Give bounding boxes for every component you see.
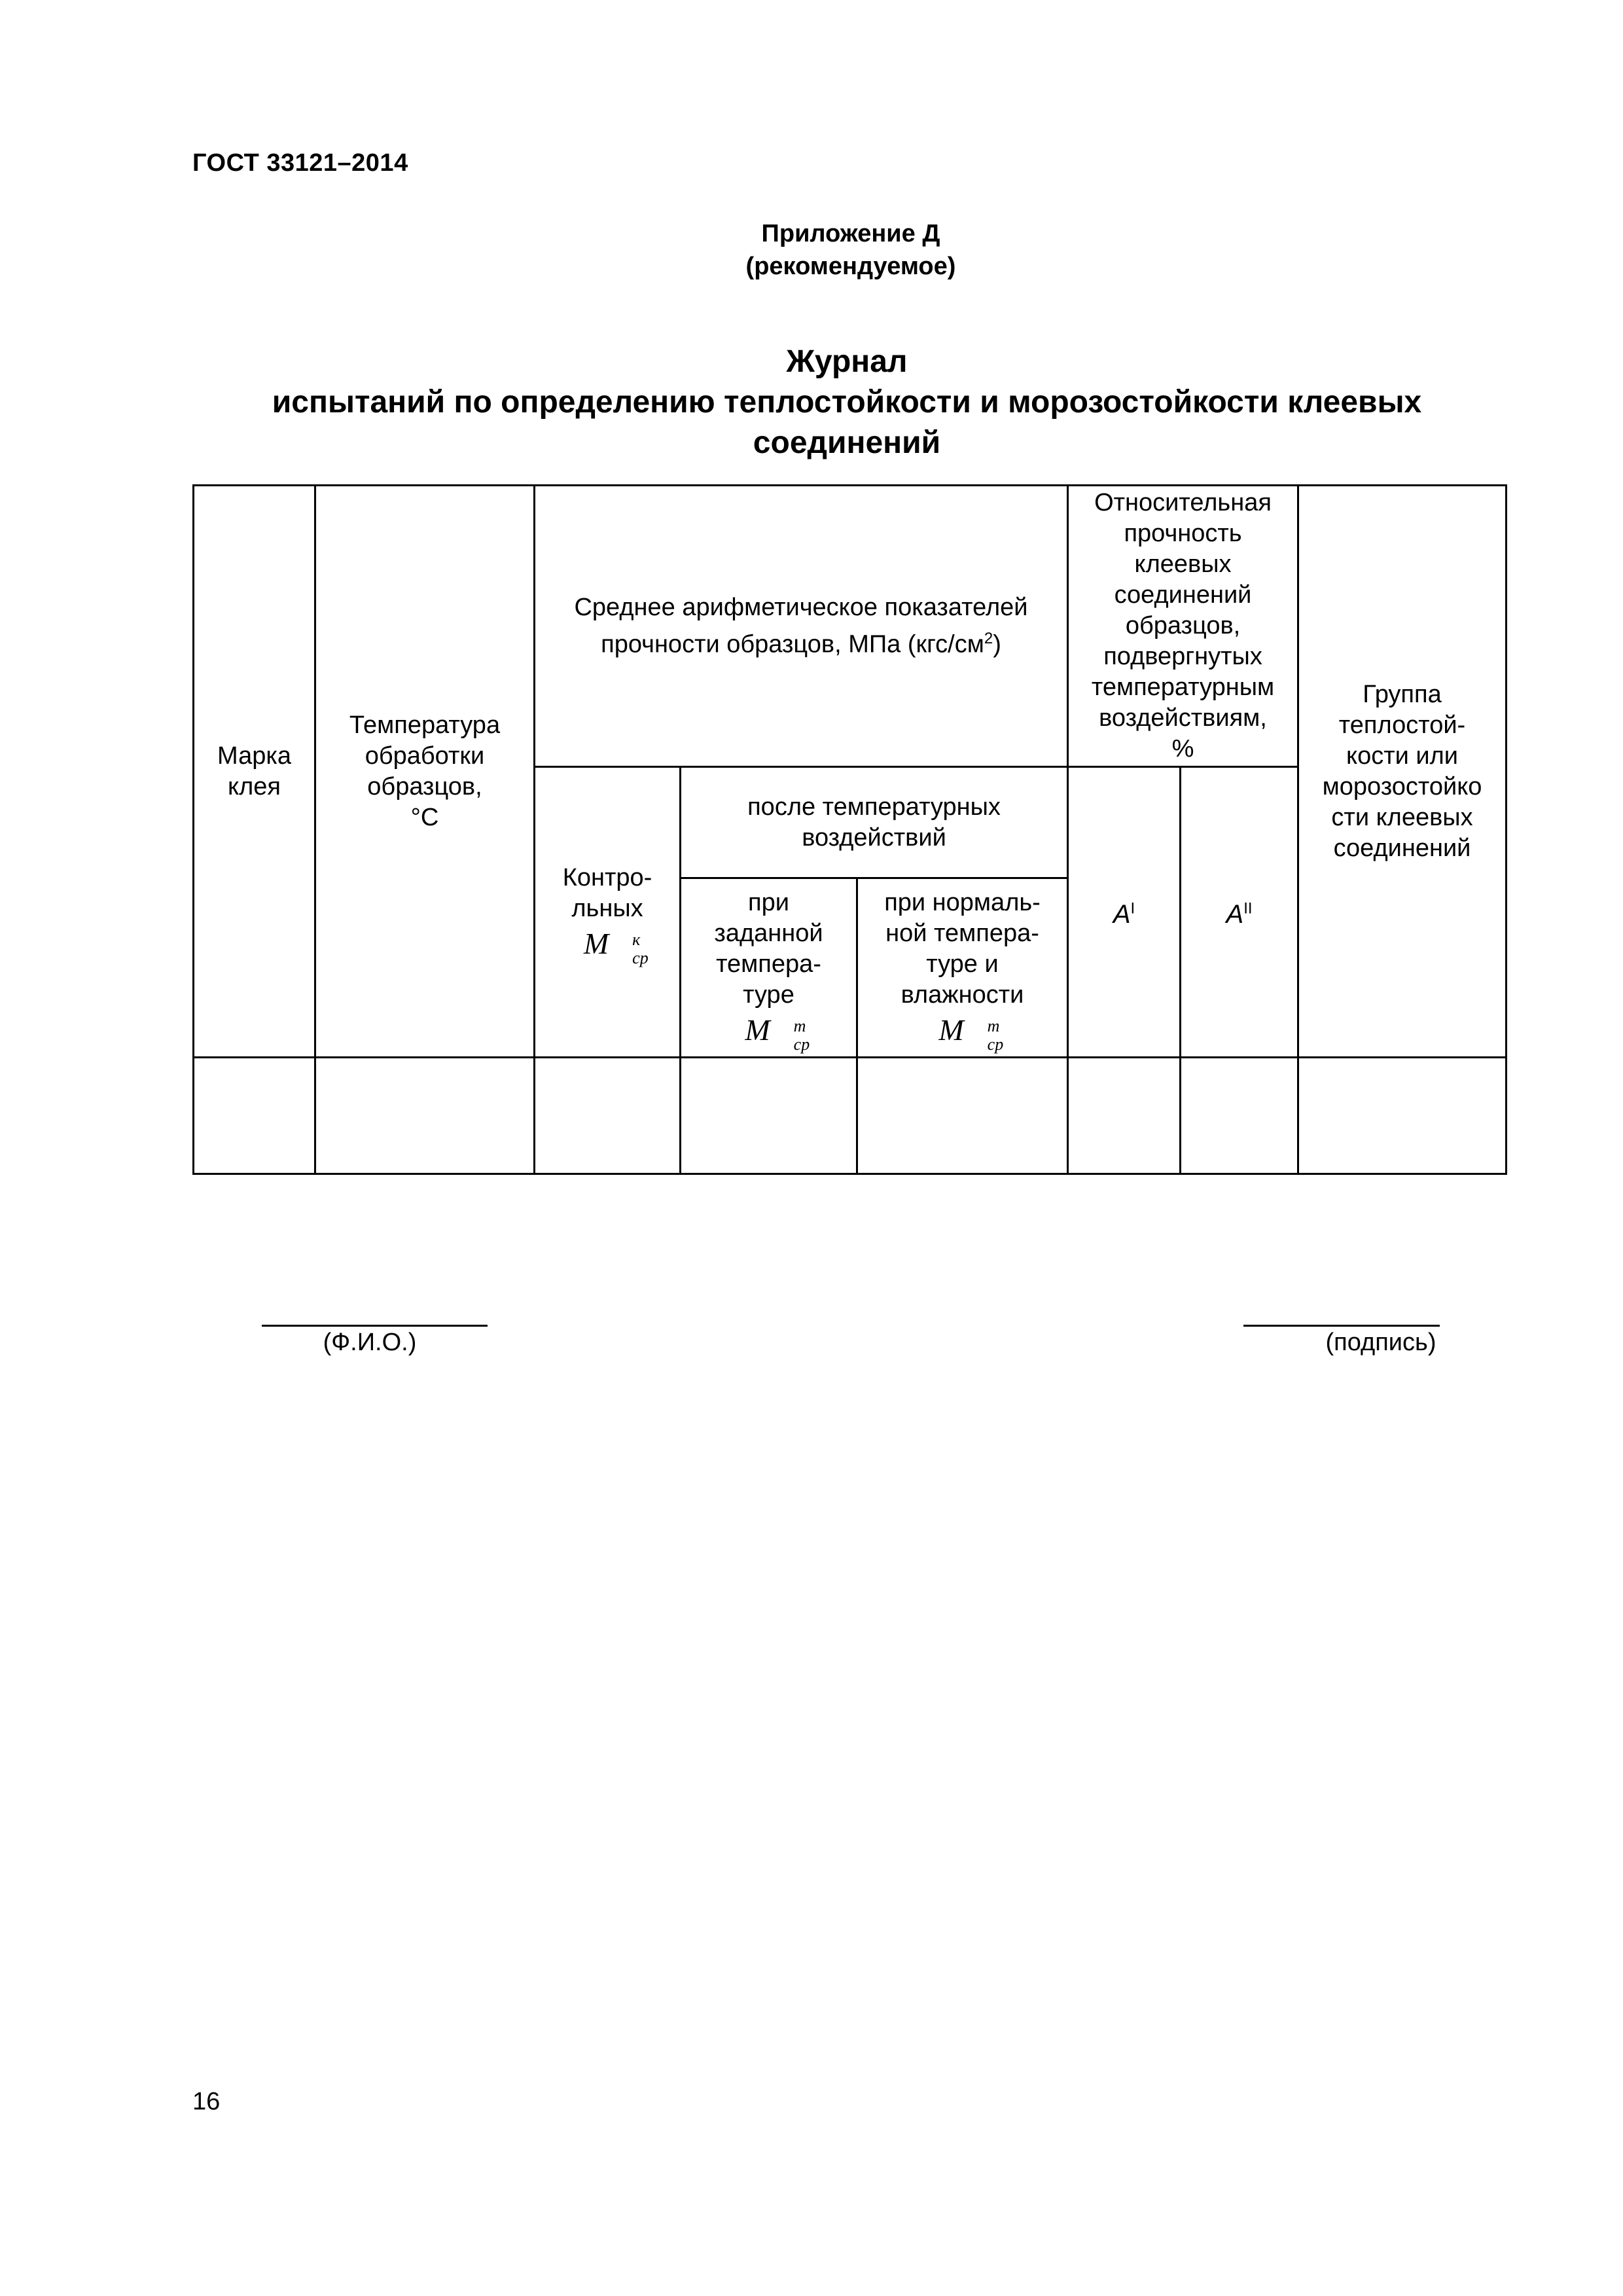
data-cell-control[interactable] (535, 1058, 681, 1174)
header-normal-temperature: при нормаль- ной темпера- туре и влажности M т ср (857, 878, 1068, 1058)
signature-line-sign (1243, 1325, 1440, 1327)
symbol-m-normal: M т ср (938, 1013, 1004, 1054)
signature-label-name: (Ф.И.О.) (323, 1329, 417, 1356)
appendix-label: Приложение Д (761, 220, 940, 247)
header-resistance-group: Группа теплостой- кости или морозостойко сти клеевых соединений (1298, 486, 1507, 1058)
header-given-temperature: при заданной темпера- туре M т ср (681, 878, 857, 1058)
data-cell-group[interactable] (1298, 1058, 1507, 1174)
table-row (194, 1058, 1507, 1174)
header-treatment-temperature: Температура обработки образцов, °С (315, 486, 535, 1058)
symbol-a-one: $A^I$ (1113, 899, 1135, 929)
header-after-temperature: после температурных воздействий (681, 767, 1068, 878)
header-relative-strength: Относительная прочность клеевых соединений образцов, подвергнутых температурным воздействиям, % (1068, 486, 1298, 767)
signature-line-name (262, 1325, 488, 1327)
data-cell-glue[interactable] (194, 1058, 315, 1174)
signature-label-sign: (подпись) (1325, 1329, 1436, 1356)
symbol-a-two: $A^{II}$ (1226, 899, 1253, 929)
appendix-status: (рекомендуемое) (745, 253, 956, 280)
journal-title-line-1: Журнал (786, 344, 908, 379)
page-number: 16 (192, 2088, 221, 2115)
header-control-samples: Контро- льных M к ср (535, 767, 681, 1058)
journal-title-line-2: испытаний по определению теплостойкости и морозостойкости клеевых (272, 385, 1422, 420)
symbol-m-given: M т ср (745, 1013, 810, 1054)
data-cell-given[interactable] (681, 1058, 857, 1174)
data-cell-normal[interactable] (857, 1058, 1068, 1174)
data-cell-a-one[interactable] (1068, 1058, 1181, 1174)
document-code: ГОСТ 33121–2014 (192, 149, 408, 177)
header-a-one (1068, 767, 1181, 1058)
symbol-m-control: M к ср (583, 927, 649, 967)
data-cell-a-two[interactable] (1181, 1058, 1298, 1174)
journal-title (192, 342, 1501, 463)
header-a-two (1181, 767, 1298, 1058)
journal-title-line-3: соединений (753, 425, 941, 460)
header-mean-strength: Среднее арифметическое показателей прочности образцов, МПа $(кгс/см^2)$ (535, 486, 1068, 767)
header-glue-brand: Марка клея (194, 486, 315, 1058)
appendix-heading (654, 217, 1047, 283)
data-cell-temperature[interactable] (315, 1058, 535, 1174)
journal-table (192, 484, 1507, 1175)
